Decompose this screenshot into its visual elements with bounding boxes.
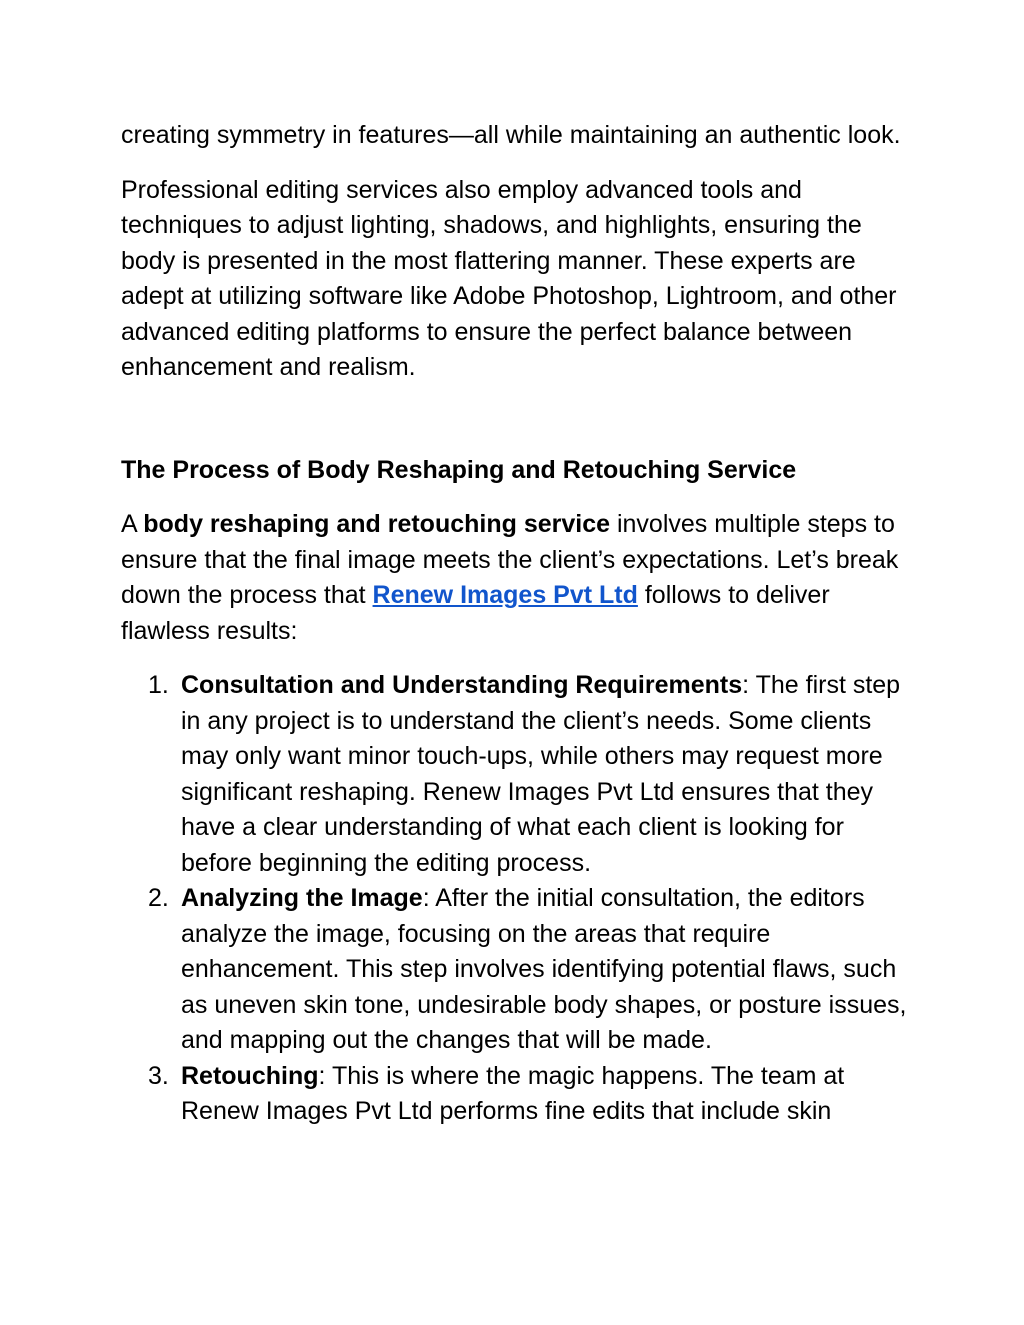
section-heading: The Process of Body Reshaping and Retouching Service	[121, 455, 797, 484]
step-number: 1.	[148, 671, 169, 699]
step-text: : After the initial consultation, the editors analyze the image, focusing on the areas that require enhancement. This step involves identifying potential flaws, such as uneven skin tone, undesirable body shapes, or posture issues, and mapping out the changes that will be made.	[181, 884, 907, 1054]
professional-editing-paragraph: Professional editing services also employ advanced tools and techniques to adjust lighting, shadows, and highlights, ensuring the body is presented in the most flattering manner. These experts are adept at utilizing software like Adobe Photoshop, Lightroom, and other advanced editing platforms to ensure the perfect balance between enhancement and realism.	[121, 175, 897, 381]
intro-suffix: follows to deliver flawless results:	[121, 581, 830, 645]
step-number: 2.	[148, 884, 169, 912]
list-item	[121, 668, 911, 881]
step-title: Consultation and Understanding Requirements	[181, 671, 743, 699]
process-steps-list	[121, 668, 911, 1130]
intro-paragraph	[121, 507, 911, 649]
intro-bold-term: body reshaping and retouching service	[143, 510, 611, 538]
list-item	[121, 1059, 911, 1130]
intro-middle: involves multiple steps to ensure that the final image meets the client’s expectations. Let’s break down the process that	[121, 510, 899, 609]
step-number: 3.	[148, 1061, 169, 1090]
intro-prefix: A	[121, 510, 144, 538]
step-text: : The first step in any project is to understand the client’s needs. Some clients may only want minor touch-ups, while others may request more significant reshaping. Renew Images Pvt Ltd ensures that they have a clear understanding of what each client is looking for before beginning the editing process.	[181, 671, 901, 877]
step-text: : This is where the magic happens. The team at Renew Images Pvt Ltd performs fine edits that include skin	[181, 1061, 845, 1125]
step-title: Retouching	[181, 1061, 319, 1090]
renew-images-link[interactable]: Renew Images Pvt Ltd	[372, 581, 638, 609]
step-title: Analyzing the Image	[181, 884, 423, 912]
document-page	[121, 118, 911, 1130]
continuation-paragraph: creating symmetry in features—all while maintaining an authentic look.	[121, 121, 901, 149]
list-item	[121, 881, 911, 1059]
